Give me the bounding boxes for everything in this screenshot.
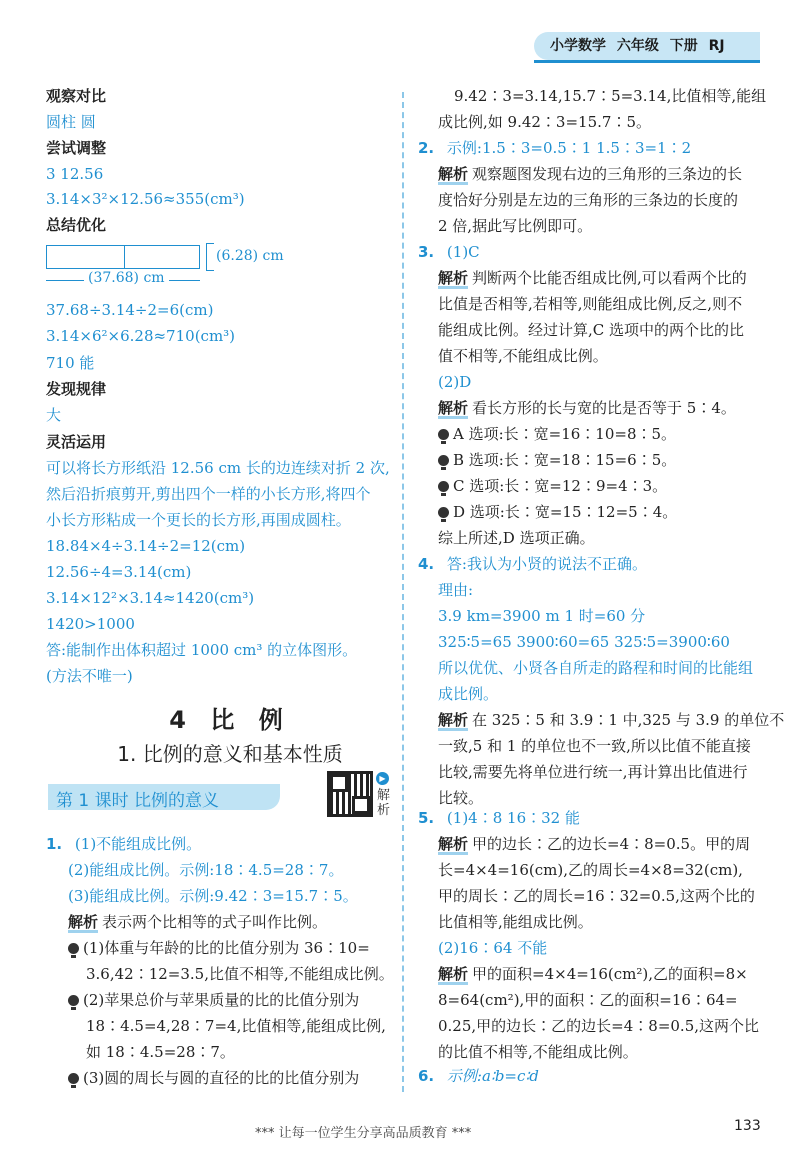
q5-answer-b: (2)16∶64 不能 [438,939,548,957]
q5-parse-3: 甲的周长∶乙的周长=16∶32=0.5,这两个比的 [438,887,755,905]
r-line-1: 9.42∶3=3.14,15.7∶5=3.14,比值相等,能组 [454,87,767,105]
lesson-title: 第 1 课时 比例的意义 [56,791,220,811]
q4-parse-1 [438,710,784,731]
find-answer: 大 [46,406,62,424]
qr-parse-label: 解析 [377,788,391,818]
section-title: 1. 比例的意义和基本性质 [117,742,343,766]
parse-text: 表示两个比相等的式子叫作比例。 [102,913,328,931]
column-divider [402,92,404,1092]
rectangle-divider [124,245,125,269]
bulb-icon [438,507,449,518]
q1-parse-7 [68,1068,359,1088]
q1-answer-c: (3)能组成比例。示例:9.42∶3=15.7∶5。 [68,887,358,905]
header-badge: 小学数学 六年级 下册 RJ [534,32,760,60]
parse-text: (3)圆的周长与圆的直径的比的比值分别为 [83,1069,360,1087]
r-line-2: 成比例,如 9.42∶3=15.7∶5。 [438,113,651,131]
q3-parse-3: 能组成比例。经过计算,C 选项中的两个比的比 [438,321,745,339]
parse-tag: 解析 [68,913,99,931]
q4-answer-b: 理由: [438,581,474,599]
q1-answer-a: (1)不能组成比例。 [74,835,202,853]
q2-parse-1 [438,164,742,185]
question-number: 4. [418,555,435,573]
q5-parse-7: 0.25,甲的边长∶乙的边长=4∶8=0.5,这两个比 [438,1017,760,1035]
q5-answer-a: (1)4∶8 16∶32 能 [446,809,580,827]
chapter-title: 4 比 例 [169,706,291,734]
q3-answer-b: (2)D [438,373,472,391]
parse-text: 看长方形的长与宽的比是否等于 5∶4。 [472,399,736,417]
question-3 [418,242,480,262]
qr-code-icon[interactable] [327,771,373,817]
q4-answer-f: 成比例。 [438,685,499,703]
parse-tag: 解析 [438,835,469,853]
parse-tag: 解析 [438,399,469,417]
question-number: 2. [418,139,435,157]
observe-heading: 观察对比 [46,87,107,105]
q3-parse-1 [438,268,747,289]
parse-text: 在 325∶5 和 3.9∶1 中,325 与 3.9 的单位不 [472,711,785,729]
flex-line-5: 12.56÷4=3.14(cm) [46,563,192,581]
parse-text: 观察题图发现右边的三角形的三条边的长 [472,165,743,183]
find-heading: 发现规律 [46,380,107,398]
option-text: C 选项:长∶宽=12∶9=4∶3。 [453,477,668,495]
try-line-1: 3 12.56 [46,165,104,183]
q3-parse-2: 比值是否相等,若相等,则能组成比例,反之,则不 [438,295,743,313]
parse-text: 判断两个比能否组成比例,可以看两个比的 [472,269,747,287]
flex-heading: 灵活运用 [46,433,107,451]
parse-text: (1)体重与年龄的比的比值分别为 36∶10= [83,939,370,957]
q3-option-a [438,424,676,444]
q4-parse-3: 比较,需要先将单位进行统一,再计算出比值进行 [438,763,748,781]
question-number: 5. [418,809,435,827]
height-bracket [206,243,214,271]
q4-parse-4: 比较。 [438,789,484,807]
parse-text: (2)苹果总价与苹果质量的比的比值分别为 [83,991,360,1009]
height-label: (6.28) cm [216,248,284,264]
q3-option-b [438,450,676,470]
q3-parse-5 [438,398,736,419]
question-4 [418,554,647,574]
parse-tag: 解析 [438,711,469,729]
q2-answer: 示例:1.5∶3=0.5∶1 1.5∶3=1∶2 [446,139,692,157]
question-number: 3. [418,243,435,261]
flex-line-9: (方法不唯一) [46,667,133,685]
q3-parse-4: 值不相等,不能组成比例。 [438,347,608,365]
question-2 [418,138,691,158]
q5-parse-5 [438,964,748,985]
q1-parse-3: 3.6,42∶12=3.5,比值不相等,不能组成比例。 [86,965,394,983]
q5-parse-1 [438,834,750,855]
summary-heading: 总结优化 [46,216,107,234]
q5-parse-4: 比值相等,能组成比例。 [438,913,593,931]
parse-text: 甲的边长∶乙的边长=4∶8=0.5。甲的周 [472,835,751,853]
q6-answer: 示例:a∶b=c∶d [446,1067,539,1085]
q4-answer-c: 3.9 km=3900 m 1 时=60 分 [438,607,646,625]
observe-answer: 圆柱 圆 [46,113,96,131]
q1-parse-5: 18∶4.5=4,28∶7=4,比值相等,能组成比例, [86,1017,386,1035]
q3-parse-6: 综上所述,D 选项正确。 [438,529,595,547]
flex-line-7: 1420>1000 [46,615,135,633]
q2-parse-3: 2 倍,据此写比例即可。 [438,217,593,235]
parse-tag: 解析 [438,965,469,983]
q1-parse-1 [68,912,327,933]
option-text: D 选项:长∶宽=15∶12=5∶4。 [453,503,678,521]
q1-parse-4 [68,990,359,1010]
q4-parse-2: 一致,5 和 1 的单位也不一致,所以比值不能直接 [438,737,751,755]
question-number: 6. [418,1067,435,1085]
summary-line-1: 37.68÷3.14÷2=6(cm) [46,301,214,319]
flex-line-2: 然后沿折痕剪开,剪出四个一样的小长方形,将四个 [46,485,371,503]
q1-parse-2 [68,938,370,958]
q1-parse-6: 如 18∶4.5=28∶7。 [86,1043,235,1061]
rectangle-shape [46,245,200,269]
q4-answer-e: 所以优优、小贤各自所走的路程和时间的比能组 [438,659,754,677]
summary-line-2: 3.14×6²×6.28≈710(cm³) [46,327,236,345]
header-bar [534,60,760,63]
bulb-icon [68,1073,79,1084]
q4-answer-d: 325∶5=65 3900∶60=65 325∶5=3900∶60 [438,633,730,651]
question-number: 1. [46,835,63,853]
q5-parse-2: 长=4×4=16(cm),乙的周长=4×8=32(cm), [438,861,743,879]
q5-parse-8: 的比值不相等,不能组成比例。 [438,1043,638,1061]
flex-line-4: 18.84×4÷3.14÷2=12(cm) [46,537,246,555]
page-number: 133 [734,1118,761,1134]
option-text: B 选项:长∶宽=18∶15=6∶5。 [453,451,677,469]
bulb-icon [438,481,449,492]
bulb-icon [68,943,79,954]
q4-answer-a: 答:我认为小贤的说法不正确。 [446,555,647,573]
flex-line-1: 可以将长方形纸沿 12.56 cm 长的边连续对折 2 次, [46,459,390,477]
q1-answer-b: (2)能组成比例。示例:18∶4.5=28∶7。 [68,861,344,879]
try-line-2: 3.14×3²×12.56≈355(cm³) [46,190,245,208]
question-6 [418,1066,539,1086]
q5-parse-6: 8=64(cm²),甲的面积∶乙的面积=16∶64= [438,991,738,1009]
footer-slogan: *** 让每一位学生分享高品质教育 *** [255,1126,472,1141]
parse-text: 甲的面积=4×4=16(cm²),乙的面积=8× [472,965,748,983]
parse-tag: 解析 [438,165,469,183]
parse-tag: 解析 [438,269,469,287]
flex-line-3: 小长方形粘成一个更长的长方形,再围成圆柱。 [46,511,351,529]
play-icon[interactable]: ▶ [376,772,389,785]
question-5 [418,808,580,828]
option-text: A 选项:长∶宽=16∶10=8∶5。 [453,425,677,443]
summary-line-3: 710 能 [46,354,95,372]
q3-option-c [438,476,667,496]
q2-parse-2: 度恰好分别是左边的三角形的三条边的长度的 [438,191,739,209]
flex-line-6: 3.14×12²×3.14≈1420(cm³) [46,589,255,607]
q3-answer-a: (1)C [446,243,480,261]
try-heading: 尝试调整 [46,139,107,157]
width-label: (37.68) cm [84,270,169,286]
question-1 [46,834,201,854]
bulb-icon [438,455,449,466]
q3-option-d [438,502,677,522]
flex-line-8: 答:能制作出体积超过 1000 cm³ 的立体图形。 [46,641,358,659]
bulb-icon [438,429,449,440]
bulb-icon [68,995,79,1006]
